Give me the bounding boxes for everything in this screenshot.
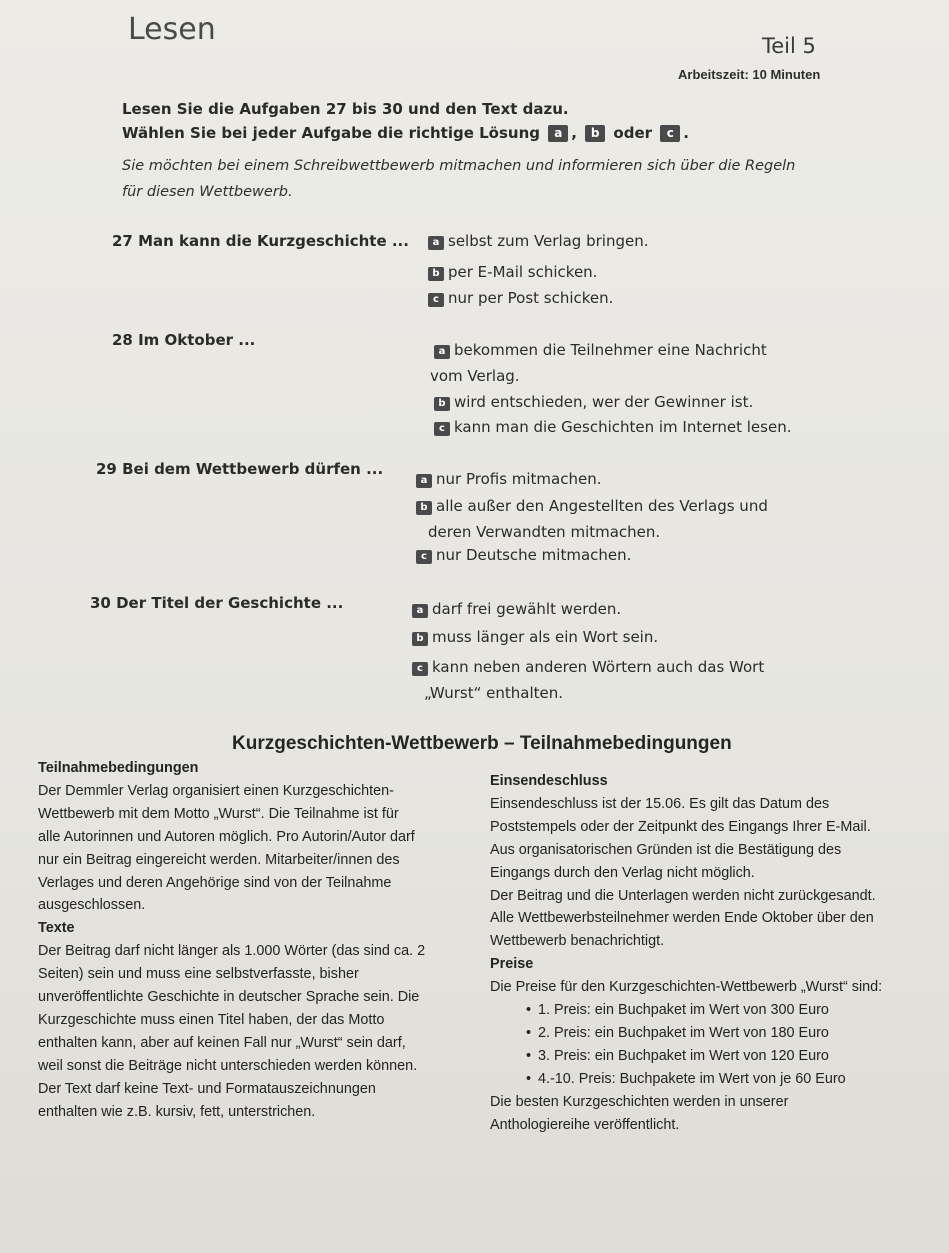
option-text: nur Deutsche mitmachen. xyxy=(436,546,632,564)
paragraph-texte xyxy=(38,940,425,1123)
option-29-b[interactable] xyxy=(416,497,768,541)
instruction-text: Wählen Sie bei jeder Aufgabe die richtige Lösung xyxy=(122,124,541,142)
option-28-a[interactable] xyxy=(430,341,767,385)
text-line: Der Demmler Verlag organisiert einen Kurzgeschichten- xyxy=(38,782,394,799)
text-line: Anthologiereihe veröffentlicht. xyxy=(490,1116,680,1133)
option-text: selbst zum Verlag bringen. xyxy=(448,232,649,250)
separator: , xyxy=(571,124,577,142)
option-letter-badge: a xyxy=(428,236,444,250)
option-29-c[interactable] xyxy=(416,546,631,564)
text-left-column xyxy=(38,757,425,1124)
paragraph-einsendeschluss xyxy=(490,793,882,953)
text-line: nur ein Beitrag eingereicht werden. Mitarbeiter/innen des xyxy=(38,851,400,868)
option-letter-badge: a xyxy=(416,474,432,488)
option-28-c[interactable] xyxy=(434,418,791,436)
badge-a: a xyxy=(548,125,568,142)
period: . xyxy=(683,124,689,142)
text-line: Der Beitrag darf nicht länger als 1.000 Wörter (das sind ca. 2 xyxy=(38,943,426,960)
prize-item: • 1. Preis: ein Buchpaket im Wert von 300 Euro xyxy=(538,999,882,1022)
text-line: enthalten wie z.B. kursiv, fett, unterstrichen. xyxy=(38,1103,316,1120)
option-27-a[interactable] xyxy=(428,232,649,250)
situation-line-1: Sie möchten bei einem Schreibwettbewerb mitmachen und informieren sich über die Regeln xyxy=(122,158,796,174)
text-line: Die besten Kurzgeschichten werden in unserer xyxy=(490,1093,789,1110)
text-line: Der Beitrag und die Unterlagen werden nicht zurückgesandt. xyxy=(490,887,876,904)
text-line: Eingangs durch den Verlag nicht möglich. xyxy=(490,864,755,881)
text-line: Der Text darf keine Text- und Formatauszeichnungen xyxy=(38,1080,376,1097)
text-line: Wettbewerb mit dem Motto „Wurst“. Die Teilnahme ist für xyxy=(38,805,399,822)
option-text: kann man die Geschichten im Internet lesen. xyxy=(454,418,792,436)
option-text: per E-Mail schicken. xyxy=(448,263,598,281)
instruction-line-1: Lesen Sie die Aufgaben 27 bis 30 und den Text dazu. xyxy=(122,100,569,118)
option-letter-badge: c xyxy=(416,550,432,564)
paragraph-teilnahme xyxy=(38,780,425,917)
option-text: kann neben anderen Wörtern auch das Wort xyxy=(432,658,765,676)
option-text: bekommen die Teilnehmer eine Nachricht xyxy=(454,341,767,359)
text-line: Verlages und deren Angehörige sind von der Teilnahme xyxy=(38,874,392,891)
option-text: deren Verwandten mitmachen. xyxy=(428,523,661,541)
prize-list xyxy=(490,999,882,1091)
text-line: Einsendeschluss ist der 15.06. Es gilt das Datum des xyxy=(490,795,830,812)
section-title: Lesen xyxy=(128,12,216,47)
option-letter-badge: a xyxy=(412,604,428,618)
text-line: Poststempels oder der Zeitpunkt des Eingangs Ihrer E-Mail. xyxy=(490,818,871,835)
heading-einsendeschluss: Einsendeschluss xyxy=(490,773,608,789)
option-text: nur Profis mitmachen. xyxy=(436,470,602,488)
heading-teilnahme: Teilnahmebedingungen xyxy=(38,760,199,776)
prize-item: • 2. Preis: ein Buchpaket im Wert von 180 Euro xyxy=(538,1022,882,1045)
part-title: Teil 5 xyxy=(762,34,816,58)
option-27-b[interactable] xyxy=(428,263,597,281)
text-line: Seiten) sein und muss eine selbstverfasste, bisher xyxy=(38,966,359,983)
instruction-line-2 xyxy=(122,124,689,142)
option-text: wird entschieden, wer der Gewinner ist. xyxy=(454,393,754,411)
option-text: darf frei gewählt werden. xyxy=(432,600,622,618)
option-30-a[interactable] xyxy=(412,600,621,618)
prize-item: • 4.-10. Preis: Buchpakete im Wert von je 60 Euro xyxy=(538,1068,882,1091)
paragraph-anthologie xyxy=(490,1091,882,1137)
text-line: Wettbewerb benachrichtigt. xyxy=(490,933,665,950)
question-28: 28 Im Oktober ... xyxy=(112,331,256,349)
question-27: 27 Man kann die Kurzgeschichte ... xyxy=(112,232,409,250)
text-line: ausgeschlossen. xyxy=(38,897,146,914)
option-29-a[interactable] xyxy=(416,470,602,488)
text-right-column xyxy=(490,770,882,1137)
badge-b: b xyxy=(585,125,605,142)
option-text: muss länger als ein Wort sein. xyxy=(432,628,659,646)
option-letter-badge: b xyxy=(428,267,444,281)
option-letter-badge: a xyxy=(434,345,450,359)
option-text: nur per Post schicken. xyxy=(448,289,614,307)
option-text: „Wurst“ enthalten. xyxy=(424,684,563,702)
badge-c: c xyxy=(660,125,680,142)
text-line: weil sonst die Beiträge nicht unterschieden werden können. xyxy=(38,1057,418,1074)
text-line: Alle Wettbewerbsteilnehmer werden Ende Oktober über den xyxy=(490,910,874,927)
option-27-c[interactable] xyxy=(428,289,613,307)
option-letter-badge: c xyxy=(412,662,428,676)
text-line: Kurzgeschichte muss einen Titel haben, der das Motto xyxy=(38,1011,385,1028)
question-29: 29 Bei dem Wettbewerb dürfen ... xyxy=(96,460,384,478)
text-box-title: Kurzgeschichten-Wettbewerb – Teilnahmebedingungen xyxy=(232,733,732,754)
time-limit: Arbeitszeit: 10 Minuten xyxy=(678,67,821,82)
option-letter-badge: c xyxy=(428,293,444,307)
option-text: vom Verlag. xyxy=(430,367,520,385)
text-line: Aus organisatorischen Gründen ist die Bestätigung des xyxy=(490,841,842,858)
prizes-intro: Die Preise für den Kurzgeschichten-Wettbewerb „Wurst“ sind: xyxy=(490,979,883,996)
prize-item: • 3. Preis: ein Buchpaket im Wert von 120 Euro xyxy=(538,1045,882,1068)
option-text: alle außer den Angestellten des Verlags und xyxy=(436,497,768,515)
heading-texte: Texte xyxy=(38,920,75,937)
option-30-b[interactable] xyxy=(412,628,658,646)
option-28-b[interactable] xyxy=(434,393,753,411)
option-letter-badge: b xyxy=(412,632,428,646)
oder-word: oder xyxy=(613,124,653,142)
situation-line-2: für diesen Wettbewerb. xyxy=(122,184,293,200)
text-line: enthalten kann, aber auf keinen Fall nur „Wurst“ sein darf, xyxy=(38,1034,406,1051)
option-letter-badge: c xyxy=(434,422,450,436)
question-30: 30 Der Titel der Geschichte ... xyxy=(90,594,344,612)
option-30-c[interactable] xyxy=(412,658,765,702)
option-letter-badge: b xyxy=(434,397,450,411)
option-letter-badge: b xyxy=(416,501,432,515)
text-line: unveröffentlichte Geschichte in deutscher Sprache sein. Die xyxy=(38,989,420,1006)
heading-preise: Preise xyxy=(490,956,534,973)
text-line: alle Autorinnen und Autoren möglich. Pro Autorin/Autor darf xyxy=(38,828,415,845)
